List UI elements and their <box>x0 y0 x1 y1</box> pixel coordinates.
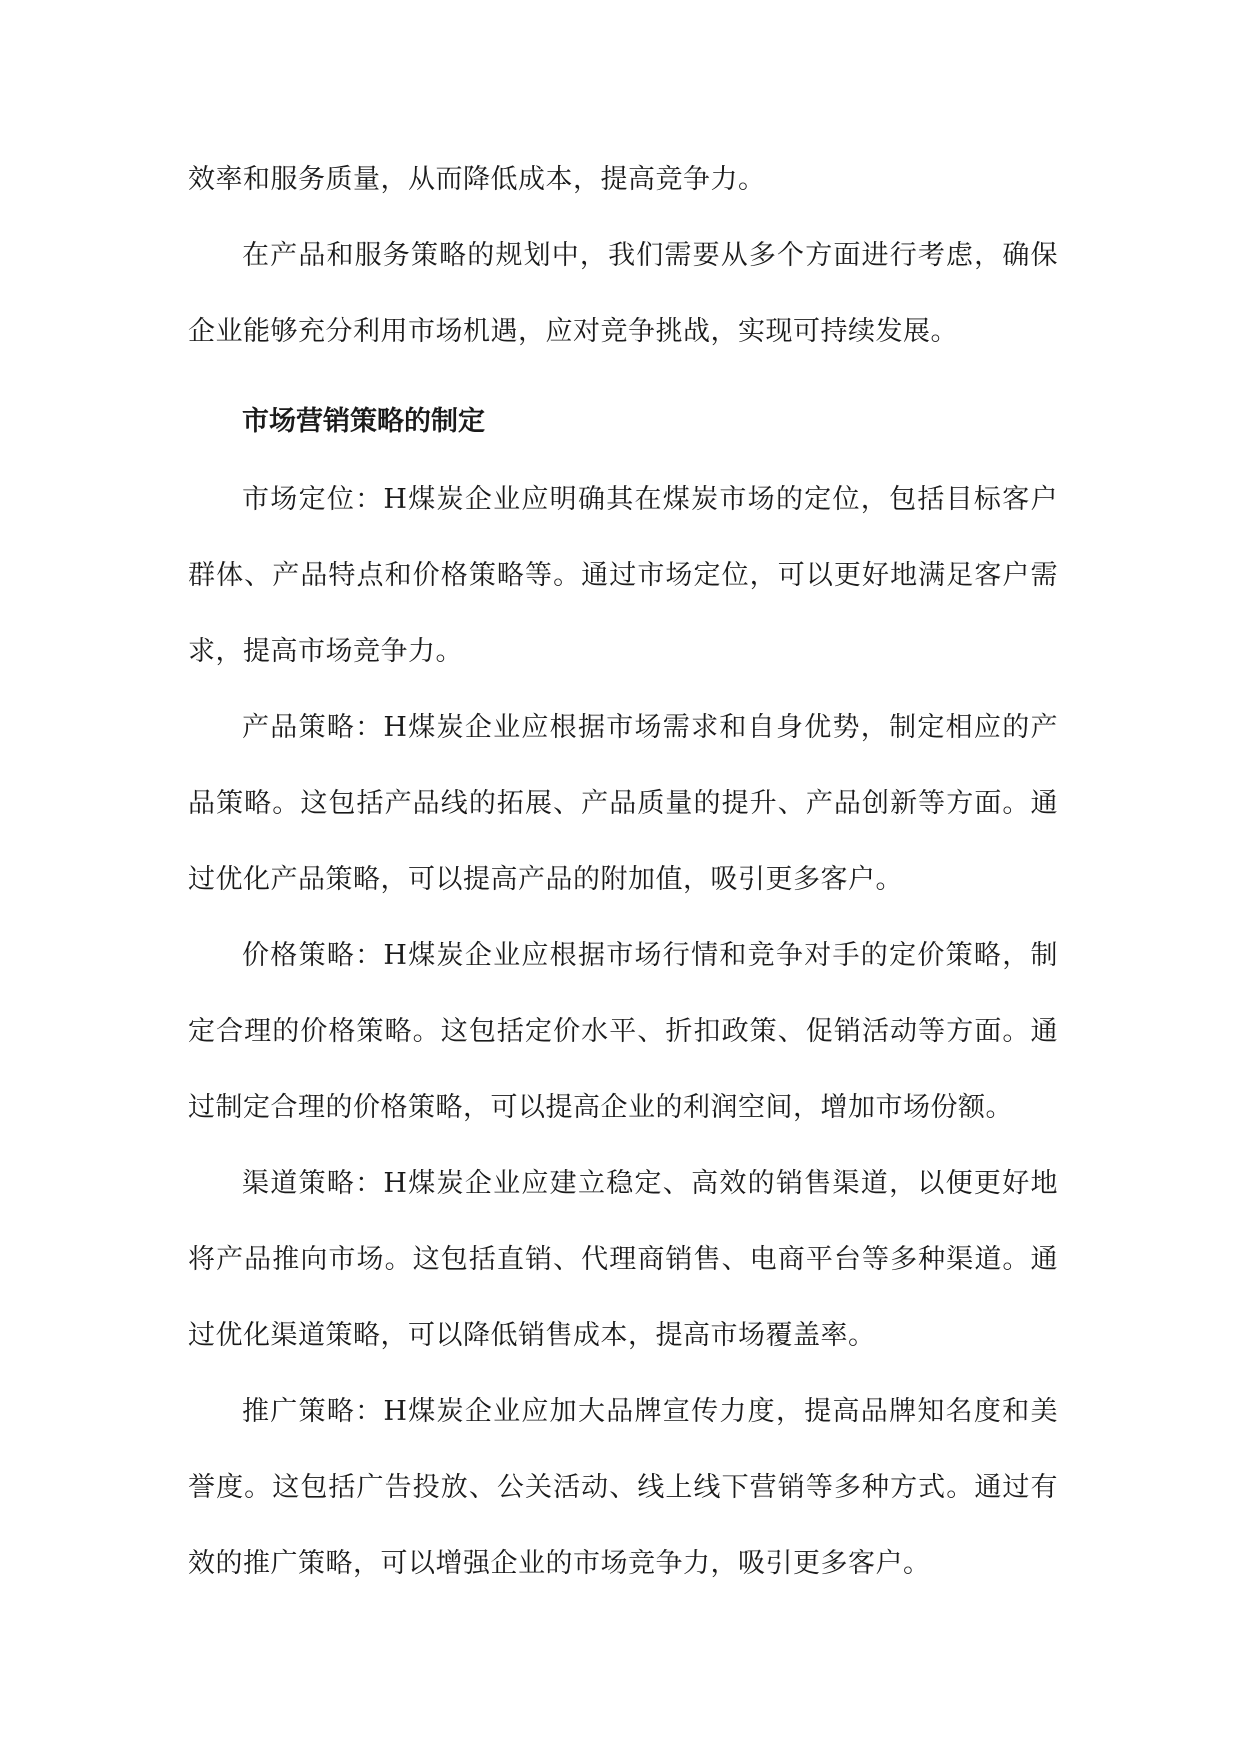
document-page <box>188 142 1058 1602</box>
section-heading: 市场营销策略的制定 <box>242 406 485 437</box>
paragraph-channel-strategy: 渠道策略：H煤炭企业应建立稳定、高效的销售渠道，以便更好地将产品推向市场。这包括直销、代理商销售、电商平台等多种渠道。通过优化渠道策略，可以降低销售成本，提高市场覆盖率。 <box>188 1168 1058 1351</box>
paragraph-promotion-strategy: 推广策略：H煤炭企业应加大品牌宣传力度，提高品牌知名度和美誉度。这包括广告投放、公关活动、线上线下营销等多种方式。通过有效的推广策略，可以增强企业的市场竞争力，吸引更多客户。 <box>188 1396 1058 1579</box>
paragraph-market-positioning: 市场定位：H煤炭企业应明确其在煤炭市场的定位，包括目标客户群体、产品特点和价格策略等。通过市场定位，可以更好地满足客户需求，提高市场竞争力。 <box>188 484 1058 667</box>
paragraph-continued: 效率和服务质量，从而降低成本，提高竞争力。 <box>188 164 766 195</box>
paragraph-product-strategy: 产品策略：H煤炭企业应根据市场需求和自身优势，制定相应的产品策略。这包括产品线的拓展、产品质量的提升、产品创新等方面。通过优化产品策略，可以提高产品的附加值，吸引更多客户。 <box>188 712 1058 895</box>
paragraph-price-strategy: 价格策略：H煤炭企业应根据市场行情和竞争对手的定价策略，制定合理的价格策略。这包括定价水平、折扣政策、促销活动等方面。通过制定合理的价格策略，可以提高企业的利润空间，增加市场份额。 <box>188 940 1058 1123</box>
paragraph-strategy-planning: 在产品和服务策略的规划中，我们需要从多个方面进行考虑，确保企业能够充分利用市场机遇，应对竞争挑战，实现可持续发展。 <box>188 240 1058 347</box>
